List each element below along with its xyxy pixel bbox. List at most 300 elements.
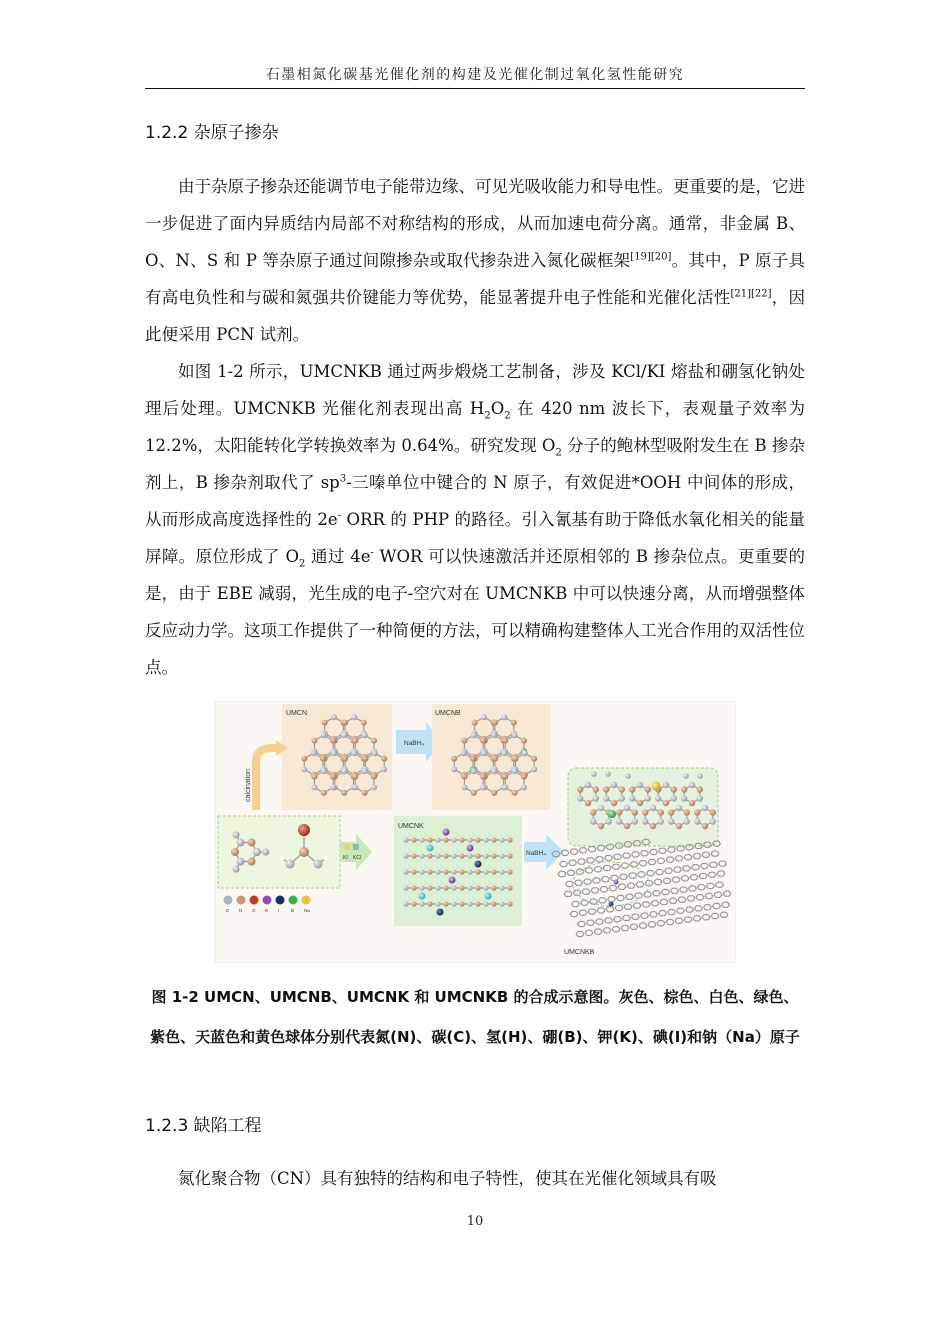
bond [675, 898, 677, 901]
bond [642, 882, 644, 885]
bond [645, 863, 647, 866]
bond [698, 885, 700, 888]
framework-atom [512, 756, 518, 762]
bond [632, 897, 634, 900]
bond [582, 892, 584, 895]
zoom-atom [624, 823, 630, 829]
framework-atom [521, 738, 527, 744]
bond [708, 872, 710, 875]
bond [674, 909, 676, 912]
bond [654, 882, 656, 885]
atom-legend [224, 896, 311, 914]
bond [600, 887, 602, 890]
bond [597, 890, 599, 893]
framework-atom [480, 784, 486, 790]
bond [617, 875, 619, 878]
bond [630, 862, 632, 865]
zoom-atom [694, 818, 700, 824]
intercalated-ion [419, 893, 426, 900]
bond [675, 856, 677, 859]
layer-atom [499, 869, 504, 874]
bond [720, 895, 722, 898]
bond [609, 868, 611, 871]
ring-atom [248, 858, 256, 866]
bond [620, 874, 622, 877]
layer-atom [451, 869, 456, 874]
umcnkb-zoom-panel [568, 768, 718, 846]
bond [666, 922, 668, 925]
bond [609, 928, 611, 931]
framework-atom [321, 768, 327, 774]
zoom-atom [663, 782, 669, 788]
bond [705, 876, 707, 879]
bond [684, 920, 686, 923]
bond [678, 877, 680, 880]
bond [639, 923, 641, 926]
ring-atom [231, 848, 239, 856]
citation-19-20[interactable]: [19][20] [630, 251, 672, 263]
bond [590, 882, 592, 885]
bond [611, 918, 613, 921]
bond [618, 864, 620, 867]
bond [629, 856, 631, 859]
bond [719, 844, 721, 847]
bond [695, 906, 697, 909]
bond [594, 932, 596, 935]
bond [669, 898, 671, 901]
bond [594, 909, 596, 912]
bond [698, 867, 700, 870]
bond [615, 885, 617, 888]
bond [684, 897, 686, 900]
bond [698, 865, 700, 868]
framework-atom [311, 774, 317, 780]
bond [645, 923, 647, 926]
layer-atom [499, 885, 504, 890]
layer-atom [411, 837, 416, 842]
bond [716, 862, 718, 865]
bond [612, 907, 614, 910]
bond [588, 849, 590, 852]
bond [668, 889, 670, 892]
bond [602, 859, 604, 862]
layer-atom [467, 885, 472, 890]
framework-atom [320, 756, 326, 762]
bond [576, 911, 578, 914]
framework-atom [322, 720, 328, 726]
bond [618, 887, 620, 890]
bond [672, 922, 674, 925]
bond [672, 857, 674, 860]
framework-atom [461, 750, 467, 756]
bond [656, 852, 658, 855]
bond [630, 924, 632, 927]
zoom-atom [676, 823, 682, 829]
bond [723, 891, 725, 894]
bond [720, 892, 722, 895]
bond [656, 872, 658, 875]
bond [651, 883, 653, 886]
bond [578, 904, 580, 907]
zoom-atom [619, 795, 625, 801]
bond [716, 885, 718, 888]
bond [636, 862, 638, 865]
synthesis-schematic-svg [216, 702, 735, 962]
citation-21-22[interactable]: [21][22] [730, 288, 772, 300]
superscript: - [337, 510, 342, 522]
layer-atom [419, 869, 424, 874]
para2-text-7: 通过 4e [305, 547, 371, 566]
bond [576, 934, 578, 937]
layer-atom [403, 869, 408, 874]
layer-atom [507, 901, 512, 906]
framework-atom [470, 756, 476, 762]
bond [659, 913, 661, 916]
bond [596, 899, 598, 902]
zoom-atom [702, 805, 708, 811]
layer-atom [435, 885, 440, 890]
bond [627, 883, 629, 886]
bond [576, 931, 578, 934]
framework-atom [492, 756, 498, 762]
bond [641, 853, 643, 856]
zoom-atom [668, 818, 674, 824]
bond [593, 880, 595, 883]
bond [632, 894, 634, 897]
para2-text-4: 分子的鲍林型吸附发生在 B 掺杂剂上，B 掺杂剂取代了 sp [145, 436, 805, 492]
umcn-panel [282, 704, 392, 810]
layer-atom [507, 837, 512, 842]
framework-atom [512, 732, 518, 738]
layer-atom [483, 869, 488, 874]
bond [633, 906, 635, 909]
bond [674, 867, 676, 870]
umcnk-label: UMCNK [398, 823, 424, 830]
bond [585, 870, 587, 873]
legend-swatch-K [263, 896, 272, 905]
bond [675, 901, 677, 904]
zoom-atom [577, 786, 583, 792]
bond [699, 873, 701, 876]
bond [600, 889, 602, 892]
zoom-atom [598, 823, 604, 829]
bond [603, 868, 605, 871]
bond [681, 858, 683, 861]
framework-atom [501, 750, 507, 756]
bond [629, 876, 631, 879]
bond [636, 924, 638, 927]
zoom-atom [684, 818, 690, 824]
bond [728, 905, 730, 908]
bond [627, 866, 629, 869]
bond [606, 847, 608, 850]
page-number: 10 [466, 1214, 484, 1229]
bond [588, 847, 590, 850]
bond [566, 881, 568, 884]
layer-atom [451, 885, 456, 890]
umcnkb-label: UMCNKB [564, 949, 595, 956]
bond [672, 860, 674, 863]
bond [701, 906, 703, 909]
para2-text-3: 在 420 nm 波长下，表观量子效率为 12.2%，太阳能转化学转换效率为 0.64%。研究发现 O [145, 399, 805, 455]
bond [606, 907, 608, 910]
bond [575, 863, 577, 866]
bond [590, 879, 592, 882]
bond [650, 914, 652, 917]
hydrogen-atom [280, 856, 285, 861]
bond [677, 888, 679, 891]
framework-atom [311, 750, 317, 756]
bond [605, 858, 607, 861]
bond [581, 880, 583, 883]
framework-atom [321, 790, 327, 796]
bond [587, 923, 589, 926]
bond [686, 890, 688, 893]
bond [657, 861, 659, 864]
bond [684, 900, 686, 903]
bond [609, 865, 611, 868]
umcn-label: UMCN [286, 710, 307, 717]
bond [656, 914, 658, 917]
bond [566, 884, 568, 887]
bond [608, 879, 610, 882]
framework-atom [502, 774, 508, 780]
framework-atom [492, 720, 498, 726]
bond [663, 861, 665, 864]
zoom-atom [702, 823, 708, 829]
zoom-atom [655, 795, 661, 801]
bond [684, 917, 686, 920]
bond [690, 857, 692, 860]
zoom-atom [637, 800, 643, 806]
bond [696, 897, 698, 900]
bond [665, 851, 667, 854]
zoom-atom [689, 800, 695, 806]
layer-atom [403, 837, 408, 842]
layer-atom [459, 885, 464, 890]
zoom-atom [632, 809, 638, 815]
bond [576, 869, 578, 872]
framework-atom [480, 738, 486, 744]
bond [564, 874, 566, 877]
bond [576, 849, 578, 852]
bond [581, 900, 583, 903]
bond [653, 873, 655, 876]
bond [609, 930, 611, 933]
para2-text-6: ORR 的 PHP 的路径。引入氰基有助于降低水氧化相关的能量屏障。原位形成了 O [145, 510, 805, 566]
zoom-atom [668, 809, 674, 815]
bond [671, 871, 673, 874]
bond [722, 882, 724, 885]
zoom-atom [681, 786, 687, 792]
bond [722, 905, 724, 908]
bond [560, 861, 562, 864]
intercalated-ion [475, 861, 482, 868]
intercalated-ion [467, 845, 474, 852]
intercalated-ion [427, 845, 434, 852]
kcl-crystal [353, 844, 359, 850]
bond [701, 908, 703, 911]
bond [696, 895, 698, 898]
bond [584, 862, 586, 865]
zoom-atom [676, 805, 682, 811]
bond [605, 855, 607, 858]
bond [669, 901, 671, 904]
bond [653, 891, 655, 894]
bond [582, 934, 584, 937]
bond [701, 863, 703, 866]
bond [620, 877, 622, 880]
bond [623, 915, 625, 918]
zoom-atom [603, 786, 609, 792]
layer-atom [459, 853, 464, 858]
bond [707, 883, 709, 886]
bond [596, 902, 598, 905]
bond [594, 869, 596, 872]
bond [680, 867, 682, 870]
bond [654, 924, 656, 927]
framework-atom [341, 768, 347, 774]
bond [564, 894, 566, 897]
bond [626, 877, 628, 880]
bond [602, 919, 604, 922]
framework-atom [501, 714, 507, 720]
bond [594, 929, 596, 932]
bond [648, 922, 650, 925]
bond [708, 875, 710, 878]
bond [681, 878, 683, 881]
bond [729, 894, 731, 897]
bond [699, 856, 701, 859]
layer-atom [427, 901, 432, 906]
bond [618, 884, 620, 887]
bond [629, 918, 631, 921]
bond [707, 886, 709, 889]
bond [656, 912, 658, 915]
bond [677, 911, 679, 914]
bond [693, 918, 695, 921]
bond [711, 854, 713, 857]
bond [603, 865, 605, 868]
boron-dopant [608, 810, 616, 818]
bond [570, 852, 572, 855]
bond [714, 892, 716, 895]
bond [648, 902, 650, 905]
bond [594, 912, 596, 915]
layer-atom [475, 869, 480, 874]
potassium-atom [614, 880, 619, 885]
oxygen-atom [298, 824, 310, 836]
framework-atom [461, 784, 467, 790]
bond [690, 875, 692, 878]
bond [584, 924, 586, 927]
framework-atom [461, 774, 467, 780]
legend-label-B: B [291, 908, 295, 913]
bond [659, 851, 661, 854]
bond [648, 862, 650, 865]
bond [681, 921, 683, 924]
framework-atom [361, 720, 367, 726]
bond [618, 929, 620, 932]
bond [654, 922, 656, 925]
bond [671, 891, 673, 894]
bond [704, 907, 706, 910]
bond [632, 854, 634, 857]
bond [596, 919, 598, 922]
bond [702, 915, 704, 918]
framework-atom [481, 714, 487, 720]
para2-text-1: 如图 1-2 所示，UMCNKB 通过两步煅烧工艺制备，涉及 KCl/KI 熔盐和硼氢化钠处理后处理。UMCNKB 光催化剂表现出高 H [145, 362, 805, 418]
layer-atom [475, 901, 480, 906]
bond [623, 853, 625, 856]
bond [632, 917, 634, 920]
bond [594, 849, 596, 852]
bond [665, 913, 667, 916]
layer-atom [459, 837, 464, 842]
layer-atom [419, 901, 424, 906]
layer-atom [419, 853, 424, 858]
bond [584, 882, 586, 885]
zoom-atom [616, 818, 622, 824]
layer-atom [443, 885, 448, 890]
zoom-atom [689, 782, 695, 788]
bond [578, 924, 580, 927]
layer-atom [443, 837, 448, 842]
bond [690, 920, 692, 923]
framework-atom [330, 784, 336, 790]
bond [614, 919, 616, 922]
framework-atom [371, 774, 377, 780]
bond [689, 866, 691, 869]
bond [711, 913, 713, 916]
bond [605, 900, 607, 903]
bond [678, 897, 680, 900]
zoom-atom [606, 818, 612, 824]
bond [579, 913, 581, 916]
bond [567, 870, 569, 873]
bond [587, 920, 589, 923]
framework-atom [521, 784, 527, 790]
bond [630, 904, 632, 907]
bond [627, 928, 629, 931]
bond [650, 894, 652, 897]
framework-atom [381, 756, 387, 762]
para1-text-2: 。其中，P 原子具有高电负性和与碳和氮强共价键能力等优势，能显著提升电子性能和光催化活性 [145, 251, 805, 307]
zoom-atom [590, 818, 596, 824]
framework-atom [491, 790, 497, 796]
bond [702, 895, 704, 898]
bond [653, 871, 655, 874]
bond [657, 921, 659, 924]
bond [603, 928, 605, 931]
bond [707, 863, 709, 866]
bond [714, 895, 716, 898]
bond [629, 853, 631, 856]
legend-label-N: N [239, 908, 243, 913]
bond [657, 901, 659, 904]
framework-atom [512, 768, 518, 774]
bond [692, 867, 694, 870]
bond [717, 916, 719, 919]
bond [620, 857, 622, 860]
bond [726, 912, 728, 915]
layer-atom [491, 869, 496, 874]
bond [635, 896, 637, 899]
bond [662, 892, 664, 895]
calcination-arrow [256, 748, 278, 810]
bond [662, 872, 664, 875]
legend-label-Na: Na [304, 908, 310, 913]
